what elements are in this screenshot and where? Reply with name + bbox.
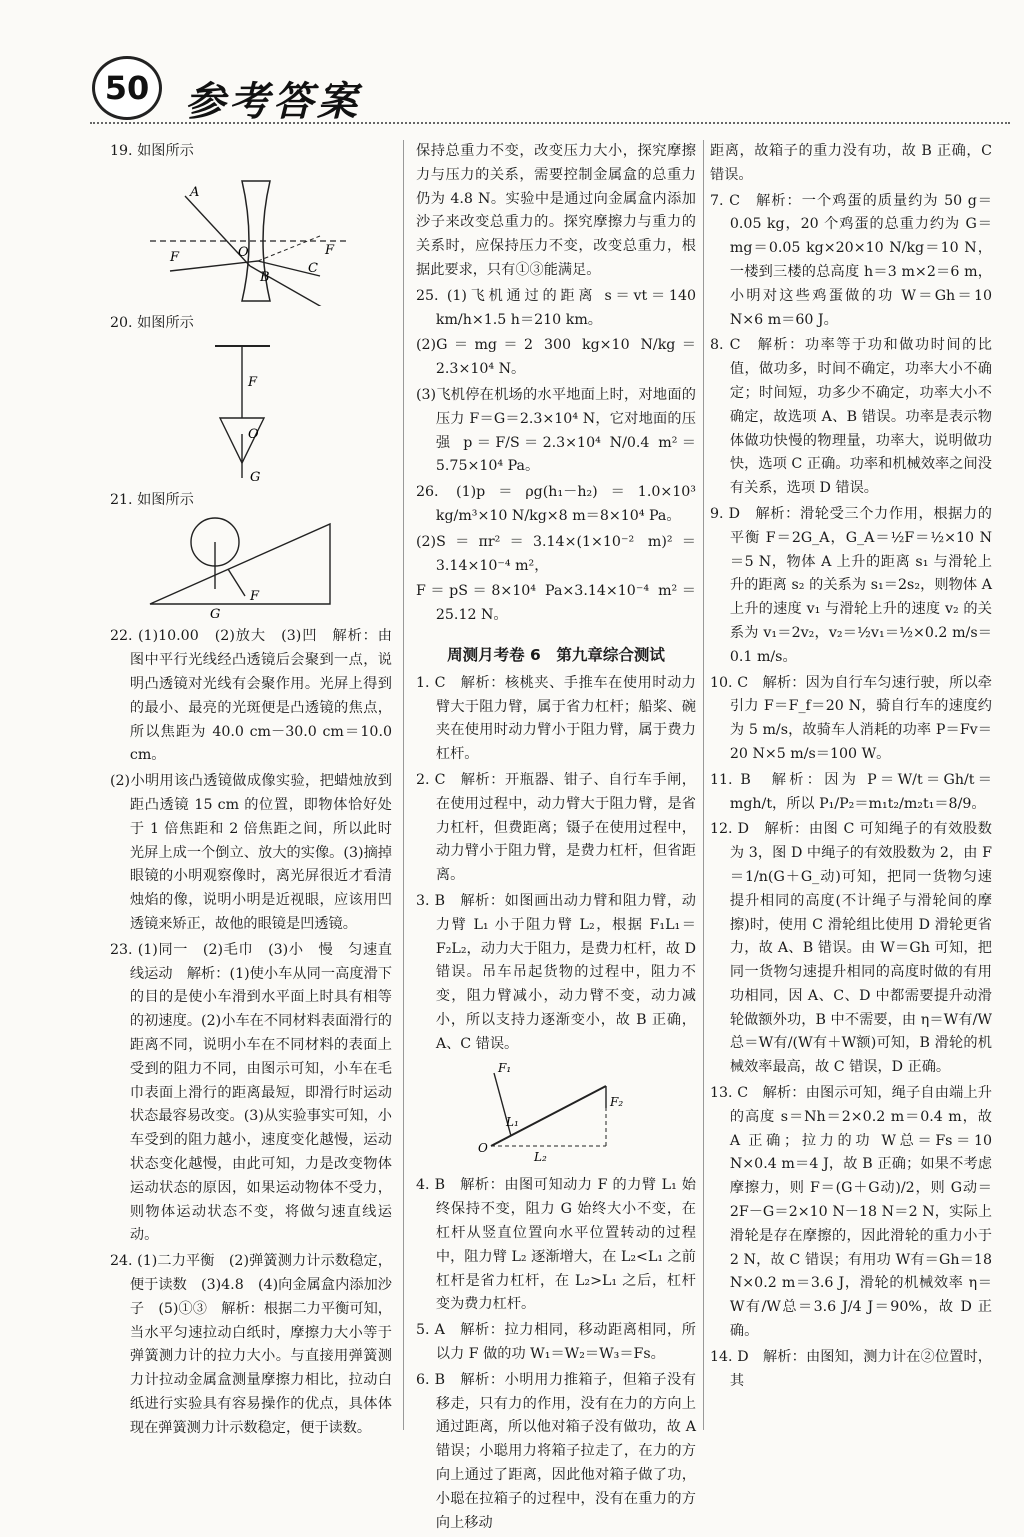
- answer-s1: 1. C 解析：核桃夹、手推车在使用时动力臂大于阻力臂，属于省力杠杆；船桨、碗夹在使用时动力臂小于阻力臂，属于费力杠杆。: [416, 674, 696, 763]
- answer-s6: 6. B 解析：小明用力推箱子，但箱子没有移走，只有力的作用，没有在力的方向上通过距离，所以他对箱子没有做功，故 A 错误；小聪用力将箱子拉走了，在力的方向上通过了距离，因此他对箱子做了功，小聪在拉箱子的过程中，没有在重力的方向上移动: [416, 1371, 696, 1531]
- answer-19: 19. 如图所示: [110, 143, 194, 159]
- label-c: C: [308, 260, 318, 276]
- lever-arm-diagram: [416, 1058, 696, 1168]
- column-2: [416, 140, 696, 1537]
- label-g: G: [210, 607, 221, 620]
- answer-s2: 2. C 解析：开瓶器、钳子、自行车手闸，在使用过程中，动力臂大于阻力臂，是省力杠杆，但费距离；镊子在使用过程中，动力臂小于阻力臂，是费力杠杆，但省距离。: [416, 771, 696, 884]
- answer-s8: 8. C 解析：功率等于功和做功时间的比值，做功多，时间不确定，功率大小不确定；时间短，功多少不确定，功率大小不确定，故选项 A、B 错误。功率是表示物体做功快慢的物理量，功率大，说明做功快，选项 C 正确。功率和机械效率之间没有关系，选项 D 错误。: [710, 337, 992, 497]
- column-divider-1: [403, 140, 404, 1430]
- answer-26b: (2)S＝πr²＝3.14×(1×10⁻² m)²＝3.14×10⁻⁴ m²，: [416, 533, 696, 574]
- incline: [150, 524, 330, 604]
- label-f-right: F: [325, 242, 335, 258]
- answer-s7: 7. C 解析：一个鸡蛋的质量约为 50 g＝0.05 kg，20 个鸡蛋的总重力约为 G＝mg＝0.05 kg×20×10 N/kg＝10 N，一楼到三楼的总高度 h＝3 m×2＝6 m，小明对这些鸡蛋做的功 W＝Gh＝10 N×6 m＝60 J。: [710, 192, 992, 328]
- answer-22-cont: (2)小明用该凸透镜做成像实验，把蜡烛放到距凸透镜 15 cm 的位置，即物体恰好处于 1 倍焦距和 2 倍焦距之间，所以此时光屏上成一个倒立、放大的实像。(3)摘掉眼镜的小明观察像时，离光屏很近才看清烛焰的像，说明小明是近视眼，应该用凹透镜来矫正，故他的眼镜是凹透镜。: [110, 773, 392, 932]
- answer-26a: 26. (1)p＝ρg(h₁－h₂)＝1.0×10³ kg/m³×10 N/kg×8 m＝8×10⁴ Pa。: [416, 484, 696, 524]
- label-l1: L₁: [506, 1115, 519, 1130]
- page-number: 50: [92, 56, 162, 120]
- label-o: O: [478, 1141, 488, 1156]
- ball-on-incline-diagram: [110, 514, 392, 619]
- answer-s5: 5. A 解析：拉力相同，移动距离相同，所以力 F 做的功 W₁＝W₂＝W₃＝Fs。: [416, 1322, 696, 1363]
- header-divider: [90, 122, 1010, 124]
- answer-24: 24. (1)二力平衡 (2)弹簧测力计示数稳定，便于读数 (3)4.8 (4)向金属盒内添加沙子 (5)①③ 解析：根据二力平衡可知，当水平匀速拉动白纸时，摩擦力大小等于弹簧测力计的拉力大小。与直接用弹簧测力计拉动金属盒测量摩擦力相比，拉动白纸进行实验具有容易操作的优点，具体体现在弹簧测力计示数稳定，便于读数。: [110, 1253, 392, 1436]
- hanging-object-diagram: [110, 338, 392, 483]
- page-header: [0, 0, 1024, 140]
- label-a: A: [190, 184, 200, 200]
- column-1: [110, 140, 392, 1442]
- label-f: F: [250, 589, 260, 605]
- label-f2: F₂: [610, 1095, 624, 1110]
- label-o: O: [238, 244, 249, 260]
- answer-s10: 10. C 解析：因为自行车匀速行驶，所以牵引力 F＝F_f＝20 N，骑自行车的速度约为 5 m/s，故骑车人消耗的功率 P＝Fv＝20 N×5 m/s＝100 W。: [710, 674, 992, 762]
- answer-s11: 11. B 解析：因为 P＝W/t＝Gh/t＝mgh/t，所以 P₁/P₂＝m₁t₂/m₂t₁＝8/9。: [710, 771, 992, 812]
- answer-23: 23. (1)同一 (2)毛巾 (3)小 慢 匀速直线运动 解析：(1)使小车从同一高度滑下的目的是使小车滑到水平面上时具有相等的初速度。(2)小车在不同材料表面滑行的距离不同，说明小车在不同材料的表面上受到的阻力不同，由图示可知，小车在毛巾表面上滑行的距离最短，即滑行时运动状态最容易改变。(3)从实验事实可知，小车受到的阻力越小，速度变化越慢，运动状态变化越慢，由此可知，力是改变物体运动状态的原因，如果运动物体不受力，则物体运动状态不变，将做匀速直线运动。: [110, 941, 392, 1244]
- answer-s6-cont: 距离，故箱子的重力没有功，故 B 正确，C 错误。: [710, 143, 992, 183]
- answer-s13: 13. C 解析：由图示可知，绳子自由端上升的高度 s＝Nh＝2×0.2 m＝0.4 m，故 A 正确；拉力的功 W总＝Fs＝10 N×0.4 m＝4 J，故 B 正确；如果不考虑摩擦力，则 F＝(G＋G动)/2，则 G动＝2F－G＝2×10 N－18 N＝2 N，实际上滑轮是存在摩擦的，因此滑轮的重力小于 2 N，故 C 错误；有用功 W有＝Gh＝18 N×0.2 m＝3.6 J，滑轮的机械效率 η＝W有/W总＝3.6 J/4 J＝90%，故 D 正确。: [710, 1085, 992, 1340]
- column-divider-2: [703, 140, 704, 1430]
- ray-f: [170, 261, 258, 271]
- label-f1: F₁: [498, 1061, 512, 1076]
- answer-s14: 14. D 解析：由图知，测力计在②位置时，其: [710, 1348, 992, 1389]
- answer-26c: F＝pS＝8×10⁴ Pa×3.14×10⁻⁴ m²＝25.12 N。: [416, 583, 696, 624]
- answer-s9: 9. D 解析：滑轮受三个力作用，根据力的平衡 F＝2G_A，G_A＝½F＝½×10 N＝5 N，物体 A 上升的距离 s₁ 与滑轮上升的距离 s₂ 的关系为 s₁＝2s₂，则物体 A 上升的速度 v₁ 与滑轮上升的速度 v₂ 的关系为 v₁＝2v₂，v₂＝½v₁＝½×0.2 m/s＝0.1 m/s。: [710, 505, 992, 665]
- column-3: [710, 140, 992, 1395]
- virtual-ray: [258, 236, 320, 261]
- answer-20: 20. 如图所示: [110, 314, 194, 331]
- answer-22: 22. (1)10.00 (2)放大 (3)凹 解析：由图中平行光线经凸透镜后会聚到一点，说明凸透镜对光线有会聚作用。光屏上得到的最小、最亮的光斑便是凸透镜的焦点，所以焦距为 40.0 cm－30.0 cm＝10.0 cm。: [110, 628, 392, 764]
- label-g: G: [250, 469, 261, 483]
- answer-s12: 12. D 解析：由图 C 可知绳子的有效股数为 3，图 D 中绳子的有效股数为 2，由 F＝1/n(G＋G_动)可知，把同一货物匀速提升相同的高度(不计绳子与滑轮间的摩擦)时，使用 C 滑轮组比使用 D 滑轮更省力，故 A、B 错误。由 W＝Gh 可知，把同一货物匀速提升相同的高度时做的有用功相同，因 A、C、D 中都需要提升动滑轮做额外功，B 中不需要，由 η＝W有/W总＝W有/(W有＋W额)可知，B 滑轮的机械效率最高，故 C 错误，D 正确。: [710, 821, 992, 1076]
- lens-ray-diagram: [110, 166, 392, 306]
- answer-24-cont: 保持总重力不变，改变压力大小，探究摩擦力与压力的关系，需要控制金属盒的总重力仍为 4.8 N。实验中是通过向金属盒内添加沙子来改变总重力的。探究摩擦力与重力的关系时，应保持压力不变，改变总重力，根据此要求，只有①③能满足。: [416, 143, 696, 278]
- answer-s4: 4. B 解析：由图可知动力 F 的力臂 L₁ 始终保持不变，阻力 G 始终大小不变，在杠杆从竖直位置向水平位置转动的过程中，阻力臂 L₂ 逐渐增大，在 L₂<L₁ 之前杠杆是省力杠杆，在 L₂>L₁ 之后，杠杆变为费力杠杆。: [416, 1177, 696, 1313]
- answer-21: 21. 如图所示: [110, 491, 194, 508]
- answer-25a: 25. (1)飞机通过的距离 s＝vt＝140 km/h×1.5 h＝210 km。: [416, 287, 696, 328]
- page-title: 参考答案: [185, 79, 361, 125]
- answer-s3: 3. B 解析：如图画出动力臂和阻力臂，动力臂 L₁ 小于阻力臂 L₂，根据 F₁L₁＝F₂L₂，动力大于阻力，是费力杠杆，故 D 错误。吊车吊起货物的过程中，阻力不变，阻力臂减小，动力臂不变，动力减小，所以支持力逐渐变小，故 B 正确，A、C 错误。: [416, 892, 696, 1052]
- answer-25b: (2)G＝mg＝2 300 kg×10 N/kg＝2.3×10⁴ N。: [416, 337, 696, 378]
- label-l2: L₂: [534, 1150, 547, 1165]
- answer-25c: (3)飞机停在机场的水平地面上时，对地面的压力 F＝G＝2.3×10⁴ N，它对地面的压强 p＝F/S＝2.3×10⁴ N/0.4 m²＝5.75×10⁴ Pa。: [416, 386, 696, 475]
- section-heading: 周测月考卷 6 第九章综合测试: [447, 645, 665, 664]
- label-f-left: F: [170, 249, 180, 265]
- label-b: B: [260, 269, 270, 285]
- normal-force-arrow: [228, 569, 245, 596]
- label-o: O: [248, 426, 259, 442]
- label-f: F: [248, 374, 258, 390]
